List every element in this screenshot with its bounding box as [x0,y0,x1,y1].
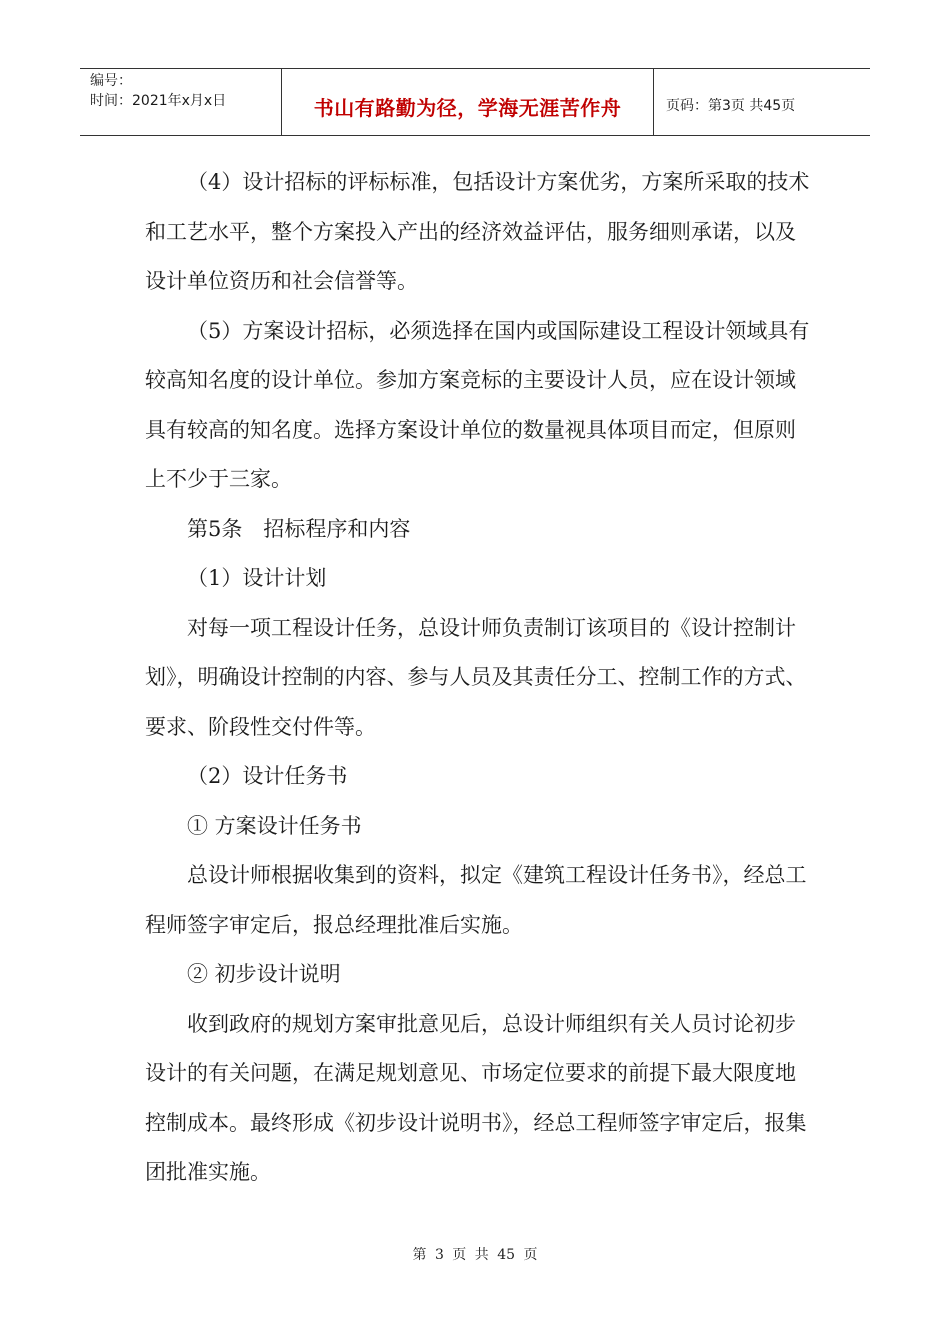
item-heading: ② 初步设计说明 [187,962,341,986]
page-footer: 第 3 页 共 45 页 [412,1247,538,1263]
header-motto: 书山有路勤为径，学海无涯苦作舟 [282,69,654,135]
paragraph: 对每一项工程设计任务，总设计师负责制订该项目的《设计控制计划》，明确设计控制的内容、参与人员及其责任分工、控制工作的方式、要求、阶段性交付件等。 [145,615,807,739]
header-meta [80,69,282,135]
document-number-label: 编号： [90,73,132,89]
section-heading: 第5条 招标程序和内容 [187,516,411,541]
header-page-info: 页码：第3页 共45页 [666,98,796,114]
paragraph: （4）设计招标的评标标准，包括设计方案优劣，方案所采取的技术和工艺水平，整个方案投入产出的经济效益评估，服务细则承诺，以及设计单位资历和社会信誉等。 [145,170,810,293]
document-time: 时间：2021年x月x日 [90,93,227,109]
paragraph: （5）方案设计招标，必须选择在国内或国际建设工程设计领域具有较高知名度的设计单位。参加方案竞标的主要设计人员，应在设计领域具有较高的知名度。选择方案设计单位的数量视具体项目而定，但原则上不少于三家。 [145,318,810,491]
item-heading: ① 方案设计任务书 [187,813,362,838]
paragraph: 总设计师根据收集到的资料，拟定《建筑工程设计任务书》，经总工程师签字审定后，报总经理批准后实施。 [145,863,807,937]
paragraph: 收到政府的规划方案审批意见后，总设计师组织有关人员讨论初步设计的有关问题，在满足规划意见、市场定位要求的前提下最大限度地控制成本。最终形成《初步设计说明书》，经总工程师签字审定后，报集团批准实施。 [145,1011,807,1184]
subsection-heading: （1）设计计划 [187,566,327,590]
page-header [80,68,870,136]
document-body [145,158,810,1198]
subsection-heading: （2）设计任务书 [187,764,348,788]
